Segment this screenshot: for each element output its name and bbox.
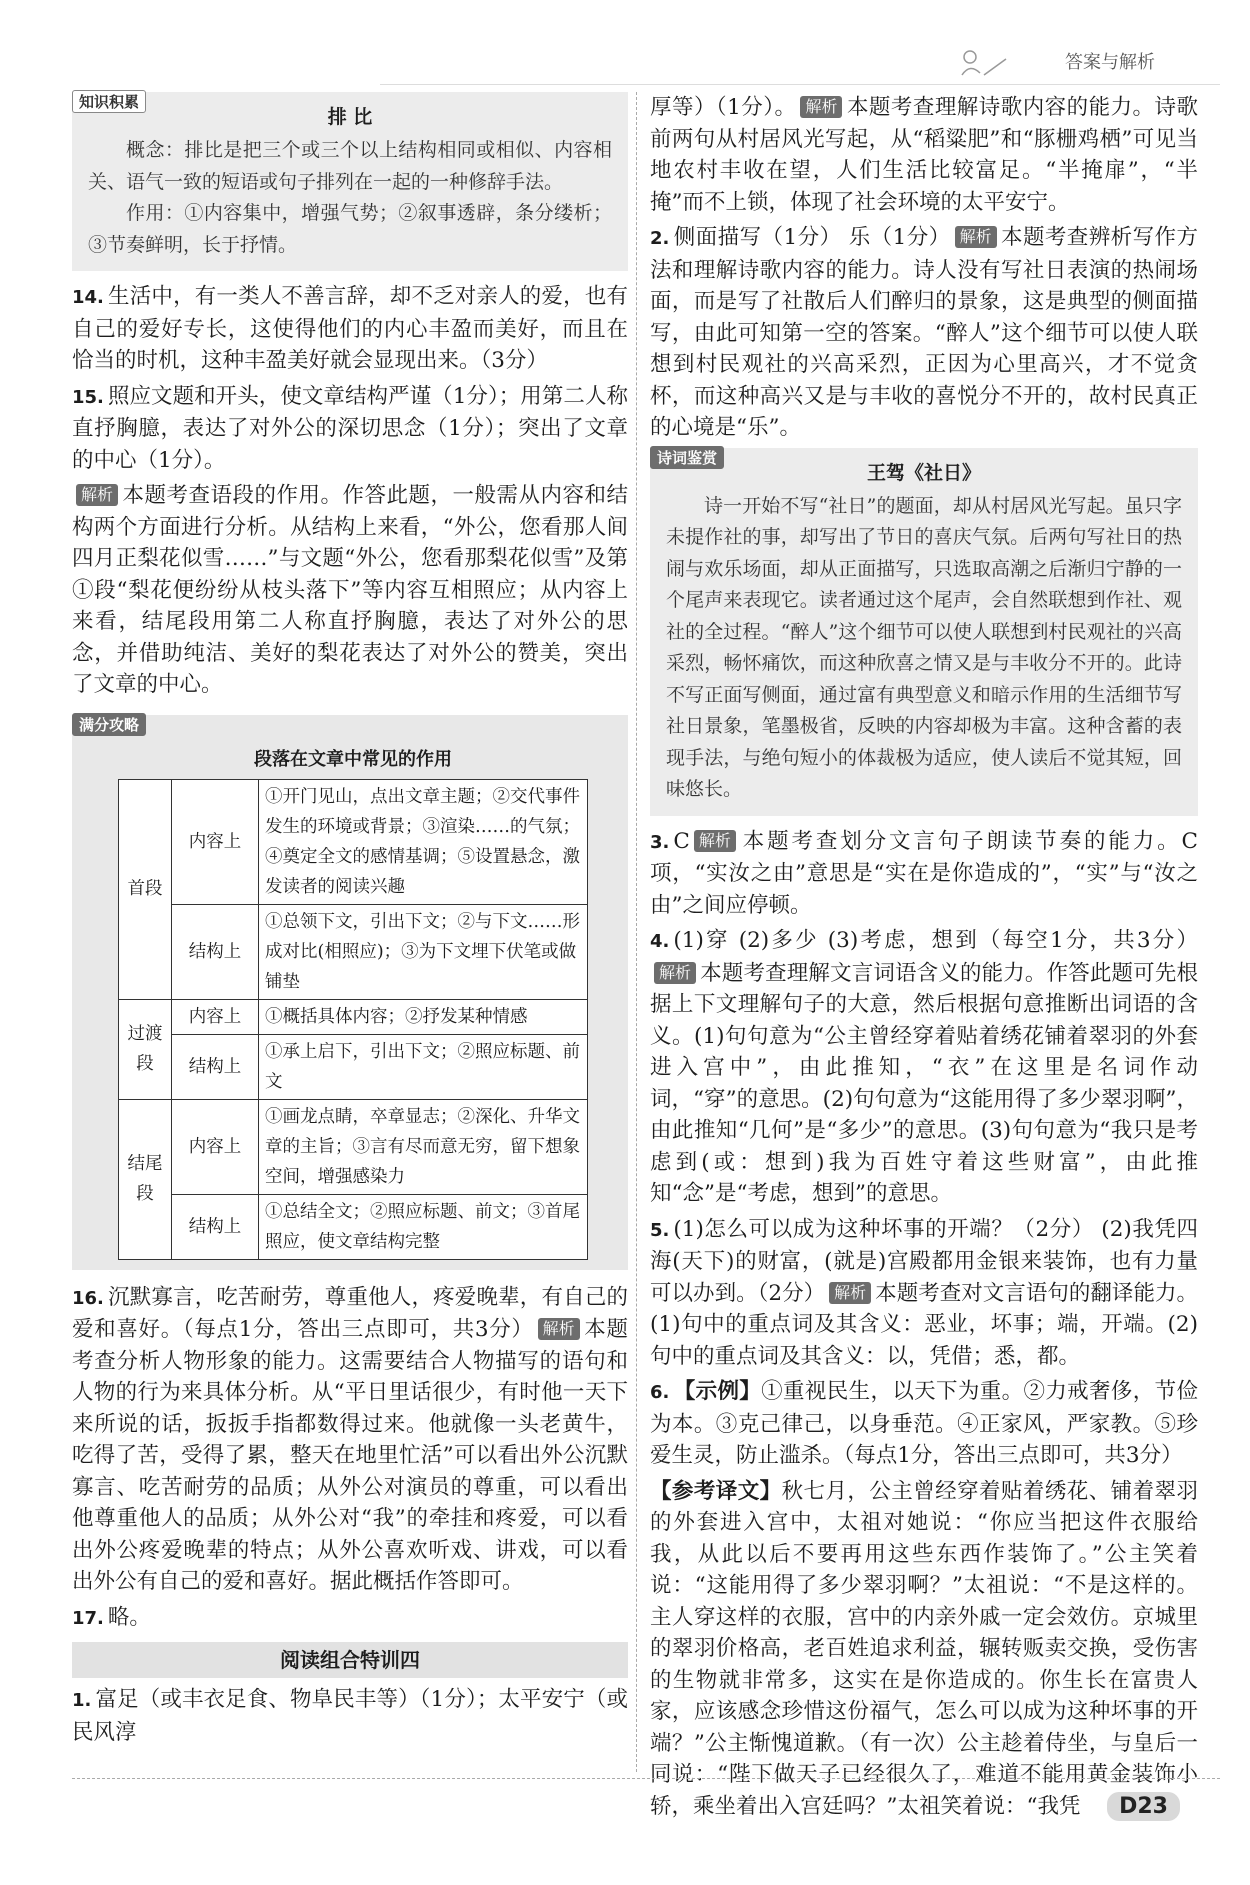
analysis-text: 本题考查理解诗歌内容的能力。诗歌前两句从村居风光写起，从“稻粱肥”和“豚栅鸡栖”可见当地农村丰收在望，人们生活比较富足。“半掩扉”，“半掩”而不上锁，体现了社会环境的太平安宁。 [650, 95, 1198, 215]
table-row [119, 1194, 588, 1259]
answer-text: 生活中，有一类人不善言辞，却不乏对亲人的爱，也有自己的爱好专长，这使得他们的内心丰盈而美好，而且在恰当的时机，这种丰盈美好就会显现出来。（3分） [72, 284, 628, 373]
answer-text: 侧面描写（1分） 乐（1分） [673, 225, 951, 250]
role-cell: ①概括具体内容；②抒发某种情感 [259, 999, 588, 1034]
answer-number: 3. [650, 831, 670, 853]
answer-16 [72, 1282, 628, 1598]
left-column [72, 92, 628, 1752]
knowledge-function: 作用：①内容集中，增强气势；②叙事透辟，条分缕析；③节奏鲜明，长于抒情。 [88, 202, 612, 256]
table-row [119, 779, 588, 904]
analysis-15 [72, 480, 628, 701]
answer-text: 富足（或丰衣足食、物阜民丰等）（1分）；太平安宁（或民风淳 [72, 1687, 628, 1745]
reference-translation [650, 1476, 1198, 1823]
knowledge-concept: 概念：排比是把三个或三个以上结构相同或相似、内容相关、语气一致的短语或句子排列在一起的一种修辞手法。 [88, 139, 612, 193]
kind-cell: 结构上 [172, 1034, 259, 1099]
answer-number: 14. [72, 287, 104, 308]
analysis-text: 本题考查对文言语句的翻译能力。(1)句中的重点词及其含义：恶业，坏事；端，开端。(2)句中的重点词及其含义：以，凭借；悉，都。 [650, 1280, 1198, 1369]
kind-cell: 结构上 [172, 904, 259, 999]
strategy-label: 满分攻略 [72, 713, 146, 736]
answer-r1-continued [650, 92, 1198, 218]
right-column [650, 92, 1198, 1826]
section-cell: 首段 [119, 779, 172, 999]
answer-number: 16. [72, 1287, 104, 1309]
answer-r3 [650, 826, 1198, 922]
answer-text: 略。 [107, 1604, 151, 1630]
role-cell: ①总领下文，引出下文；②与下文……形成对比(相照应)；③为下文埋下伏笔或做铺垫 [259, 904, 588, 999]
translation-text: 秋七月，公主曾经穿着贴着绣花、铺着翠羽的外套进入宫中，太祖对她说：“你应当把这件衣服给我，从此以后不要再用这些东西作装饰了。”公主笑着说：“这能用得了多少翠羽啊？”太祖说：“不是这样的。主人穿这样的衣服，宫中的内亲外戚一定会效仿。京城里的翠羽价格高，老百姓追求利益，辗转贩卖交换，受伤害的生物就非常多，这实在是你造成的。你生长在富贵人家，应该感念珍惜这份福气，怎么可以成为这种坏事的开端？”公主惭愧道歉。（有一次）公主趁着侍坐，与皇后一同说：“陛下做天子已经很久了，难道不能用黄金装饰小轿，乘坐着出入宫廷吗？”太祖笑着说：“我凭 [650, 1478, 1198, 1819]
answer-text: ①重视民生，以天下为重。②力戒奢侈，节俭为本。③克己律己，以身垂范。④正家风，严家教。⑤珍爱生灵，防止滥杀。（每点1分，答出三点即可，共3分） [650, 1379, 1198, 1468]
knowledge-box-title: 排 比 [327, 106, 373, 128]
kind-cell: 内容上 [172, 999, 259, 1034]
role-cell: ①画龙点睛，卒章显志；②深化、升华文章的主旨；③言有尽而意无穷，留下想象空间，增强感染力 [259, 1099, 588, 1194]
poem-box-label: 诗词鉴赏 [650, 446, 724, 469]
analysis-tag: 解析 [538, 1318, 580, 1340]
page-number: D23 [1107, 1792, 1180, 1821]
answer-text: C [673, 828, 690, 854]
section-cell: 过渡段 [119, 999, 172, 1099]
answer-number: 15. [72, 386, 104, 408]
answer-text: 沉默寡言，吃苦耐劳，尊重他人，疼爱晚辈，有自己的爱和喜好。（每点1分，答出三点即可，共3分） [72, 1284, 628, 1342]
poem-box-title: 王驾《社日》 [866, 461, 981, 484]
knowledge-box [72, 92, 628, 271]
analysis-tag: 解析 [829, 1282, 871, 1304]
analysis-tag: 解析 [694, 830, 736, 852]
translation-label: 【参考译文】 [650, 1478, 782, 1504]
kind-cell: 内容上 [172, 779, 259, 904]
answer-number: 2. [650, 228, 670, 249]
reading-person-icon [956, 45, 1010, 81]
section-cell: 结尾段 [119, 1099, 172, 1259]
answer-r4 [650, 925, 1198, 1210]
answer-text: 厚等）（1分）。 [650, 95, 797, 120]
analysis-tag: 解析 [955, 226, 997, 248]
column-divider [636, 92, 637, 1772]
table-row [119, 1099, 588, 1194]
role-cell: ①开门见山，点出文章主题；②交代事件发生的环境或背景；③渲染……的气氛；④奠定全文的感情基调；⑤设置悬念，激发读者的阅读兴趣 [259, 779, 588, 904]
answer-15 [72, 381, 628, 477]
answer-text: (1)怎么可以成为这种坏事的开端？（2分） (2)我凭四海(天下)的财富，(就是)宫殿都用金银来装饰，也有力量可以办到。（2分） [650, 1216, 1198, 1306]
header-title: 答案与解析 [1065, 52, 1155, 73]
analysis-text: 本题考查理解文言词语含义的能力。作答此题可先根据上下文理解句子的大意，然后根据句意推断出词语的含义。(1)句句意为“公主曾经穿着贴着绣花铺着翠羽的外套进入宫中”，由此推知，“衣”在这里是名词作动词，“穿”的意思。(2)句句意为“这能用得了多少翠羽啊”，由此推知“几何”是“多少”的意思。(3)句句意为“我只是考虑到(或：想到)我为百姓守着这些财富”，由此推知“念”是“考虑，想到”的意思。 [650, 960, 1198, 1206]
answer-r6 [650, 1376, 1198, 1472]
header-rule [380, 84, 1220, 85]
footer-rule [72, 1778, 1220, 1779]
answer-number: 4. [650, 931, 670, 952]
answer-14 [72, 281, 628, 377]
table-row [119, 904, 588, 999]
table-row [119, 999, 588, 1034]
analysis-tag: 解析 [76, 484, 118, 506]
analysis-tag: 解析 [654, 962, 696, 984]
kind-cell: 内容上 [172, 1099, 259, 1194]
kind-cell: 结构上 [172, 1194, 259, 1259]
analysis-text: 本题考查分析人物形象的能力。这需要结合人物描写的语句和人物的行为来具体分析。从“平日里话很少，有时他一天下来所说的话，扳扳手指都数得过来。他就像一头老黄牛，吃得了苦，受得了累，整天在地里忙活”可以看出外公沉默寡言、吃苦耐劳的品质；从外公对演员的尊重，可以看出他尊重他人的品质；从外公对“我”的牵挂和疼爱，可以看出外公疼爱晚辈的特点；从外公喜欢听戏、讲戏，可以看出外公有自己的爱和喜好。据此概括作答即可。 [72, 1317, 628, 1594]
strategy-title: 段落在文章中常见的作用 [254, 748, 452, 770]
poem-box [650, 448, 1198, 816]
section-title: 阅读组合特训四 [72, 1642, 628, 1678]
answer-number: 6. [650, 1382, 670, 1403]
example-label: 【示例】 [673, 1379, 762, 1404]
answer-number: 17. [72, 1607, 104, 1629]
strategy-box [72, 715, 628, 1270]
role-cell: ①总结全文；②照应标题、前文；③首尾照应，使文章结构完整 [259, 1194, 588, 1259]
answer-number: 1. [72, 1690, 92, 1711]
answer-r1 [72, 1684, 628, 1748]
analysis-text: 本题考查辨析写作方法和理解诗歌内容的能力。诗人没有写社日表演的热闹场面，而是写了社散后人们醉归的景象，这是典型的侧面描写，由此可知第一空的答案。“醉人”这个细节可以使人联想到村民观社的兴高采烈，正因为心里高兴，才不觉贪杯，而这种高兴又是与丰收的喜悦分不开的，故村民真正的心境是“乐”。 [650, 225, 1198, 440]
analysis-text: 本题考查划分文言句子朗读节奏的能力。C项，“实汝之由”意思是“实在是你造成的”，“实”与“汝之由”之间应停顿。 [650, 828, 1198, 918]
analysis-tag: 解析 [800, 96, 842, 118]
analysis-text: 本题考查语段的作用。作答此题，一般需从内容和结构两个方面进行分析。从结构上来看，“外公，您看那人间四月正梨花似雪……”与文题“外公，您看那梨花似雪”及第①段“梨花便纷纷从枝头落下”等内容互相照应；从内容上来看，结尾段用第二人称直抒胸臆，表达了对外公的思念，并借助纯洁、美好的梨花表达了对外公的赞美，突出了文章的中心。 [72, 483, 628, 697]
answer-r2 [650, 222, 1198, 444]
answer-17 [72, 1602, 628, 1635]
answer-r5 [650, 1214, 1198, 1373]
knowledge-box-label: 知识积累 [72, 90, 146, 113]
answer-text: 照应文题和开头，使文章结构严谨（1分）；用第二人称直抒胸臆，表达了对外公的深切思念（1分）；突出了文章的中心（1分）。 [72, 383, 628, 473]
table-row [119, 1034, 588, 1099]
answer-text: (1)穿 (2)多少 (3)考虑，想到（每空1分，共3分） [673, 928, 1198, 953]
role-cell: ①承上启下，引出下文；②照应标题、前文 [259, 1034, 588, 1099]
answer-number: 5. [650, 1219, 670, 1241]
paragraph-role-table [118, 779, 588, 1260]
poem-appreciation: 诗一开始不写“社日”的题面，却从村居风光写起。虽只字未提作社的事，却写出了节日的喜庆气氛。后两句写社日的热闹与欢乐场面，却从正面描写，只选取高潮之后渐归宁静的一个尾声来表现它。读者通过这个尾声，会自然联想到作社、观社的全过程。“醉人”这个细节可以使人联想到村民观社的兴高采烈，畅怀痛饮，而这种欣喜之情又是与丰收分不开的。此诗不写正面写侧面，通过富有典型意义和暗示作用的生活细节写社日景象，笔墨极省，反映的内容却极为丰富。这种含蓄的表现手法，与绝句短小的体裁极为适应，使人读后不觉其短，回味悠长。 [666, 494, 1182, 800]
